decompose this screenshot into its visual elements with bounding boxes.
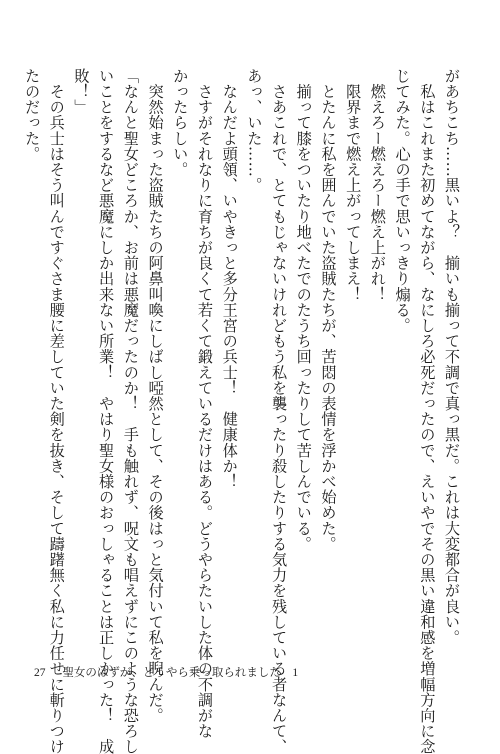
text-line: 突然始まった盗賊たちの阿鼻叫喚にしばし啞然として、その後はっと気付いて私を睨んだ。 xyxy=(146,68,165,724)
text-line: 私はこれまた初めてながら、なにしろ必死だったので、えいやでその黒い違和感を増幅方向に念 xyxy=(418,68,437,754)
text-line: さあこれで、とてもじゃないけれどもう私を襲ったり殺したりする気力を残している者なんて、 xyxy=(270,68,289,754)
text-line: いことをするなど悪魔にしか出来ない所業！ やはり聖女様のおっしゃることは正しかった！ 成 xyxy=(97,68,116,754)
text-line: 「なんと聖女どころか、お前は悪魔だったのか！ 手も触れず、呪文も唱えずにこのような恐ろし xyxy=(121,68,140,754)
footer xyxy=(34,664,298,680)
text-line: かったらしい。 xyxy=(171,68,190,178)
page-number: 27 xyxy=(34,667,46,679)
text-line: その兵士はそう叫んですぐさま腰に差していた剣を抜き、そして躊躇無く私に力任せに斬りつけ xyxy=(47,68,66,754)
text-line: 燃えろー燃えろー燃え上がれ！ xyxy=(368,68,387,302)
text-line: たのだった。 xyxy=(23,68,42,162)
text-line: さすがそれなりに育ちが良くて若くて鍛えているだけはある。どうやらたいした体の不調がな xyxy=(195,68,214,739)
text-line: なんだよ頭領、いやきっと多分王宮の兵士！ 健康体か！ xyxy=(220,68,239,490)
text-line: 敗！」 xyxy=(72,68,91,115)
text-line: じてみた。心の手で思いっきり煽る。 xyxy=(393,68,412,334)
text-line: 揃って膝をついたり地べたでのたうち回ったりして苦しんでいる。 xyxy=(294,68,313,552)
text-line: あっ、いた……。 xyxy=(245,68,264,193)
text-line: とたんに私を囲んでいた盗賊たちが、苦悶の表情を浮かべ始めた。 xyxy=(319,68,338,552)
book-title: 聖女のはずが、どうやら乗っ取られました 1 xyxy=(62,667,299,679)
text-line: があちこち……黒いよ？ 揃いも揃って不調で真っ黒だ。これは大変都合が良い。 xyxy=(443,68,461,646)
text-line: 限界まで燃え上がってしまえ！ xyxy=(344,68,363,302)
